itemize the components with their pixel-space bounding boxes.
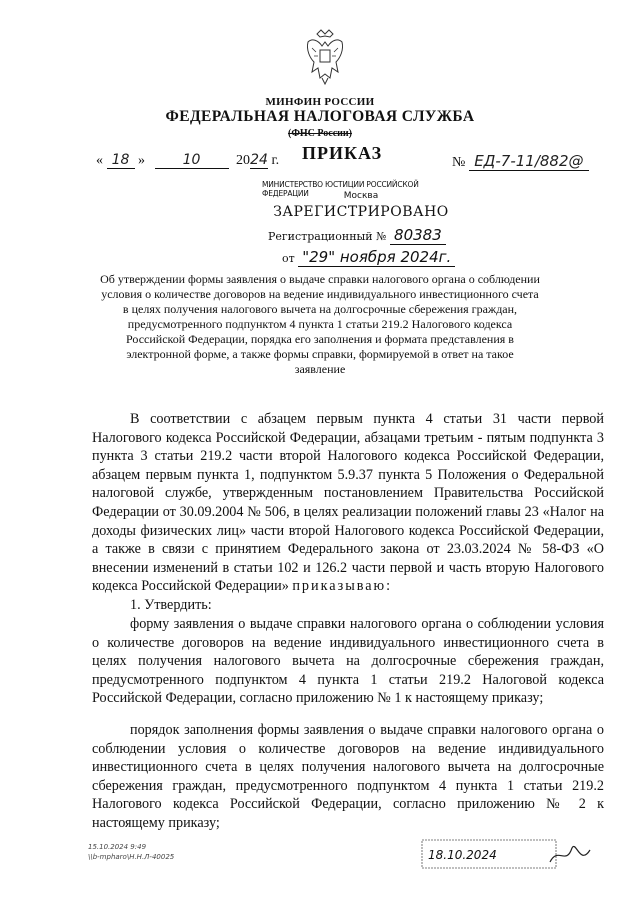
stamp-reg-label: Регистрационный №: [268, 230, 387, 243]
stamp-reg-date: "29" ноября 2024г.: [298, 248, 455, 267]
footer-timestamp: 15.10.2024 9:49: [88, 843, 147, 851]
stamp-registered: ЗАРЕГИСТРИРОВАНО: [273, 204, 449, 220]
order-number: [452, 152, 589, 171]
stamp-reg-number-row: [268, 226, 446, 244]
date-year: 24: [250, 152, 268, 168]
date-close-quote: »: [138, 153, 145, 168]
footer-path: \\b-mpharo\Н.Н.Л-40025: [88, 853, 175, 861]
preamble-text: В соответствии с абзацем первым пункта 4 статьи 31 части первой Налогового кодекса Российской Федерации, абзацами третьим - пятым подпункта 3 пункта 3 статьи 219.2 части второй Налогового кодекса Российской Федерации, абзацем первым пункта 1, подпунктом 5.9.37 пункта 5 Положения о Федеральной налоговой службе, утвержденным постановлением Правительства Российской Федерации от 30.09.2004 № 506, в целях реализации положений главы 23 «Налог на доходы физических лиц» части второй Налогового кодекса Российской Федерации, а также в связи с принятием Федерального закона от 23.03.2024 № 58-ФЗ «О внесении изменений в статьи 102 и 126.2 части первой и часть вторую Налогового кодекса Российской Федерации»: [92, 411, 604, 595]
stamp-date-row: [282, 248, 455, 266]
item-1-heading: 1. Утвердить:: [130, 597, 212, 613]
registration-stamp: [258, 172, 464, 268]
document-title: Об утверждении формы заявления о выдаче справки налогового органа о соблюдении условия о количестве договоров на ведение индивидуального инвестиционного счета в целях получения налогового вычета на долгосрочные сбережения граждан, предусмотренного подпунктом 4 пункта 1 статьи 219.2 Налогового кодекса Российской Федерации, порядка его заполнения и формата представления в электронной форме, а также формы справки, формируемой в ответ на такое заявление: [100, 272, 540, 376]
paragraph-form: форму заявления о выдаче справки налогового органа о соблюдении условия о количестве договоров на ведение индивидуального инвестиционного счета в целях получения налогового вычета на долгосрочные сбережения граждан, предусмотренного подпунктом 4 пункта 1 статьи 219.2 Налоговой кодекса Российской Федерации, согласно приложению № 1 к настоящему приказу;: [92, 616, 604, 707]
date-open-quote: «: [96, 153, 103, 168]
service-abbreviation: (ФНС России): [287, 128, 352, 139]
number-sign: №: [452, 155, 466, 170]
stamp-city: Москва: [343, 191, 379, 201]
service-name: ФЕДЕРАЛЬНАЯ НАЛОГОВАЯ СЛУЖБА: [165, 108, 475, 125]
preamble-paragraph: [92, 410, 604, 596]
number-value: ЕД-7-11/882@: [469, 152, 589, 171]
ministry-name: МИНФИН РОССИИ: [265, 96, 375, 108]
stamp-from-label: от: [282, 252, 295, 265]
coat-of-arms-emblem: [300, 28, 350, 88]
paragraph-procedure: порядок заполнения формы заявления о выдаче справки налогового органа о соблюдении условия о количестве договоров на ведение индивидуального инвестиционного счета в целях получения налогового вычета на долгосрочные сбережения граждан, предусмотренного подпунктом 4 пункта 1 статьи 219.2 Налогового кодекса Российской Федерации, согласно приложению № 2 к настоящему приказу;: [92, 722, 604, 831]
footer-meta: [88, 842, 174, 862]
stamp-reg-number: 80383: [390, 226, 446, 245]
date-year-suffix: г.: [271, 153, 280, 168]
approval-signature-block: [420, 836, 600, 872]
date-day: 18: [107, 152, 135, 169]
date-year-prefix: 20: [236, 153, 250, 168]
orders-word: приказываю:: [292, 578, 393, 595]
order-title: ПРИКАЗ: [302, 143, 383, 163]
stamp-ministry: МИНИСТЕРСТВО ЮСТИЦИИ РОССИЙСКОЙ ФЕДЕРАЦИИ: [262, 180, 419, 198]
date-month: 10: [155, 152, 229, 169]
order-date: [96, 152, 279, 169]
approval-date: 18.10.2024: [428, 848, 497, 862]
